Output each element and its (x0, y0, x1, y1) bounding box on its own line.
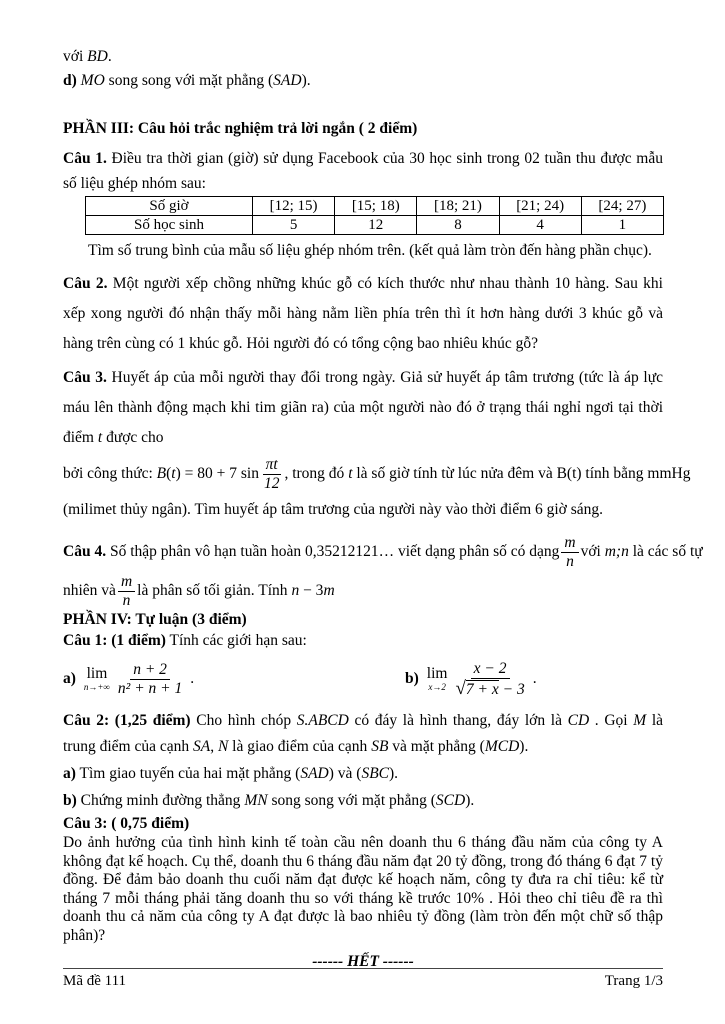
text-run: Câu 2: (1,25 điểm) (63, 712, 191, 729)
radicand: 7 + x (465, 680, 499, 698)
table-cell-students-label: Số học sinh (86, 216, 253, 235)
text-run: được cho (102, 429, 164, 446)
text-run: n (291, 582, 300, 599)
q3-formula-lead (63, 465, 259, 483)
text-run: N (217, 738, 229, 755)
text-run: . Gọi (589, 712, 634, 729)
text-run: nhiên và (63, 582, 116, 599)
text-run: a) (63, 765, 76, 782)
q3-formula-tail (284, 465, 690, 483)
text-run: và mặt phẳng ( (388, 738, 485, 755)
fraction-denominator: 12 (263, 474, 280, 492)
table-cell-bin-2: [15; 18) (335, 197, 417, 216)
text-run: ). (301, 72, 311, 89)
q3-statement-part3: (milimet thủy ngân). Tìm huyết áp tâm trương của người này vào thời điểm 6 giờ sáng. (63, 501, 604, 518)
period: . (532, 670, 537, 687)
table-value-row (86, 216, 664, 235)
limit-expression-b (405, 660, 537, 697)
q4-line-1 (63, 531, 703, 573)
sqrt-icon: √ (455, 677, 466, 699)
table-cell-bin-1: [12; 15) (253, 197, 335, 216)
text-run: Cho hình chóp (190, 712, 297, 729)
text-run: , trong đó (284, 465, 349, 482)
text-run: − 3 (299, 582, 324, 599)
limit-operator (84, 666, 110, 692)
facebook-survey-table (85, 196, 664, 235)
text-run: CD (567, 712, 590, 729)
table-cell-bin-3: [18; 21) (417, 197, 499, 216)
limit-expression-a (63, 661, 405, 696)
table-header-row (86, 197, 664, 216)
table-cell-bin-5: [24; 27) (581, 197, 663, 216)
item-b-label (405, 670, 419, 688)
fraction-pi-t-over-12 (261, 456, 283, 491)
limit-word: lim (426, 665, 448, 683)
table-cell-count-1: 5 (253, 216, 335, 235)
text-run: B (156, 465, 167, 482)
text-run: với (63, 48, 88, 65)
text-run: Huyết áp của mỗi người thay đổi trong ngày. Giả sử huyết áp tâm trương (tức là áp lực máu lên thành động mạch khi tim giãn ra) của một người nào đó ở trạng thái nghỉ ngơi tại thời điểm (63, 369, 663, 446)
text-run: a) (63, 670, 76, 687)
text-run: Tìm giao tuyến của hai mặt phẳng ( (75, 765, 301, 782)
fraction-numerator: m (561, 534, 578, 552)
fraction-denominator (452, 679, 527, 698)
text-run: SB (371, 738, 389, 755)
text-run: S.ABCD (296, 712, 349, 729)
fraction-m-over-n (118, 573, 135, 608)
text-run: ) = 80 + 7 sin (175, 465, 259, 482)
text-run: MO (80, 72, 105, 89)
table-cell-hours-label: Số giờ (86, 197, 253, 216)
text-run: MCD (484, 738, 520, 755)
text-run: là trung điểm của cạnh (63, 712, 664, 755)
text-run: song song với mặt phẳng (104, 72, 268, 89)
table-cell-count-3: 8 (417, 216, 499, 235)
fraction-denominator: n (566, 552, 574, 570)
s4-q1-head (63, 630, 663, 652)
denominator-tail: − 3 (498, 680, 525, 698)
q4-line1-tail (581, 543, 703, 561)
text-run: t (97, 429, 103, 446)
q4-line2-tail (137, 582, 334, 600)
q4-line1-lead (63, 543, 559, 561)
fraction-m-over-n (561, 534, 578, 569)
fraction-denominator: n² + n + 1 (117, 679, 183, 697)
text-run: là các số tự (628, 543, 703, 560)
s4-q2-part-a (63, 760, 663, 787)
text-run: ( (267, 72, 274, 89)
text-run: m (323, 582, 335, 599)
text-run: SA (192, 738, 211, 755)
text-run: b) (63, 792, 77, 809)
q4-line2-lead (63, 582, 116, 600)
text-run: Điều tra thời gian (giờ) sử dụng Facebook của 30 học sinh trong 02 tuần thu được mẫu số liệu ghép nhóm sau: (63, 150, 663, 192)
intro-line-2 (63, 68, 663, 94)
s4-q3-heading: Câu 3: ( 0,75 điểm) (63, 815, 190, 832)
text-run: ). (389, 765, 399, 782)
q3-statement-part1 (63, 363, 663, 453)
text-run: b) (405, 670, 419, 687)
s4-q2-part-b (63, 787, 663, 814)
fraction-denominator: n (122, 591, 131, 609)
text-run: ). (465, 792, 475, 809)
table-cell-bin-4: [21; 24) (499, 197, 581, 216)
text-run: là phân số tối giản. Tính (137, 582, 292, 599)
text-run: ( (166, 465, 172, 482)
s4-q1-limits-row (63, 654, 663, 704)
text-run: MN (244, 792, 268, 809)
text-run: với (580, 543, 605, 560)
fraction-numerator: m (118, 573, 135, 591)
fraction-numerator: x − 2 (471, 660, 510, 678)
doc-code: Mã đề 111 (63, 973, 127, 989)
text-run: là giao điểm của cạnh (228, 738, 372, 755)
text-run: BD (87, 48, 108, 65)
q3-formula-line (63, 453, 691, 495)
page-footer (63, 968, 663, 990)
text-run: Số thập phân vô hạn tuần hoàn 0,35212121… viết dạng phân số có dạng (106, 543, 560, 560)
section4-heading: PHẦN IV: Tự luận (3 điểm) (63, 611, 247, 628)
fraction-numerator: πt (263, 456, 281, 474)
q2-statement (63, 269, 663, 359)
text-run: Câu 2. (63, 275, 108, 292)
text-run: song song với mặt phẳng ( (267, 792, 436, 809)
text-run: M (633, 712, 647, 729)
end-marker: ------ HẾT ------ (312, 952, 414, 970)
s4-q3-statement: Do ảnh hưởng của tình hình kinh tế toàn cầu nên doanh thu 6 tháng đầu năm của công ty A không đạt kế hoạch. Cụ thể, doanh thu 6 tháng đầu năm đạt 20 tỷ đồng, trong đó tháng 6 đạt 7 tỷ đồng. Để đảm bảo doanh thu cuối năm đạt được kế hoạch năm, công ty đưa ra chỉ tiêu: kể từ tháng 7 mỗi tháng phải tăng doanh thu so với tháng kề trước 10% . Hỏi theo chỉ tiêu đề ra thì doanh thu cả năm của công ty A đạt được là bao nhiêu tỷ đồng (làm tròn đến một chữ số thập phân)? (63, 834, 663, 944)
text-run: Một người xếp chồng những khúc gỗ có kích thước như nhau thành 10 hàng. Sau khi xếp xong người đó nhận thấy mỗi hàng nằm liền phía trên thì ít hơn hàng dưới 3 khúc gỗ và hàng trên cùng có 1 khúc gỗ. Hỏi người đó có tổng cộng bao nhiêu khúc gỗ? (63, 275, 663, 352)
text-run: bởi công thức: (63, 465, 157, 482)
text-run: . (107, 48, 112, 65)
limit-subscript: x→2 (428, 681, 446, 692)
table-cell-count-2: 12 (335, 216, 417, 235)
text-run: d) (63, 72, 77, 89)
q1-statement (63, 146, 663, 196)
text-run: ) và ( (328, 765, 362, 782)
text-run: SCD (435, 792, 466, 809)
fraction-a (115, 661, 185, 696)
text-run: t (171, 465, 176, 482)
text-run: Câu 4. (63, 543, 107, 560)
text-run: ). (519, 738, 529, 755)
item-a-label (63, 670, 76, 688)
fraction-b (452, 660, 527, 697)
q1-question-note: Tìm số trung bình của mẫu số liệu ghép nhóm trên. (kết quả làm tròn đến hàng phần chục). (88, 242, 652, 259)
text-run: Câu 1: (1 điểm) (63, 632, 166, 649)
intro-line-1 (63, 46, 663, 68)
text-run: Câu 1. (63, 150, 107, 167)
text-run: , (210, 738, 218, 755)
text-run: SBC (361, 765, 390, 782)
text-run: SAD (300, 765, 329, 782)
text-run: Câu 3. (63, 369, 107, 386)
limit-word: lim (86, 665, 108, 683)
table-cell-count-5: 1 (581, 216, 663, 235)
text-run: t (348, 465, 353, 482)
text-run: là số giờ tính từ lúc nửa đêm và B(t) tính bằng mmHg (352, 465, 691, 482)
text-run: Tính các giới hạn sau: (165, 632, 307, 649)
fraction-numerator: n + 2 (130, 661, 170, 679)
text-run: SAD (273, 72, 302, 89)
s4-q2-statement (63, 708, 663, 760)
limit-subscript: n→+∞ (83, 681, 110, 692)
period: . (190, 670, 195, 687)
page-number: Trang 1/3 (604, 973, 663, 989)
text-run: Chứng minh đường thẳng (76, 792, 245, 809)
limit-operator (427, 666, 448, 692)
section3-heading: PHẦN III: Câu hỏi trắc nghiệm trả lời ngắn ( 2 điểm) (63, 120, 418, 137)
text-run: có đáy là hình thang, đáy lớn là (348, 712, 568, 729)
table-cell-count-4: 4 (499, 216, 581, 235)
text-run: m;n (604, 543, 629, 560)
q4-line-2 (63, 573, 663, 609)
